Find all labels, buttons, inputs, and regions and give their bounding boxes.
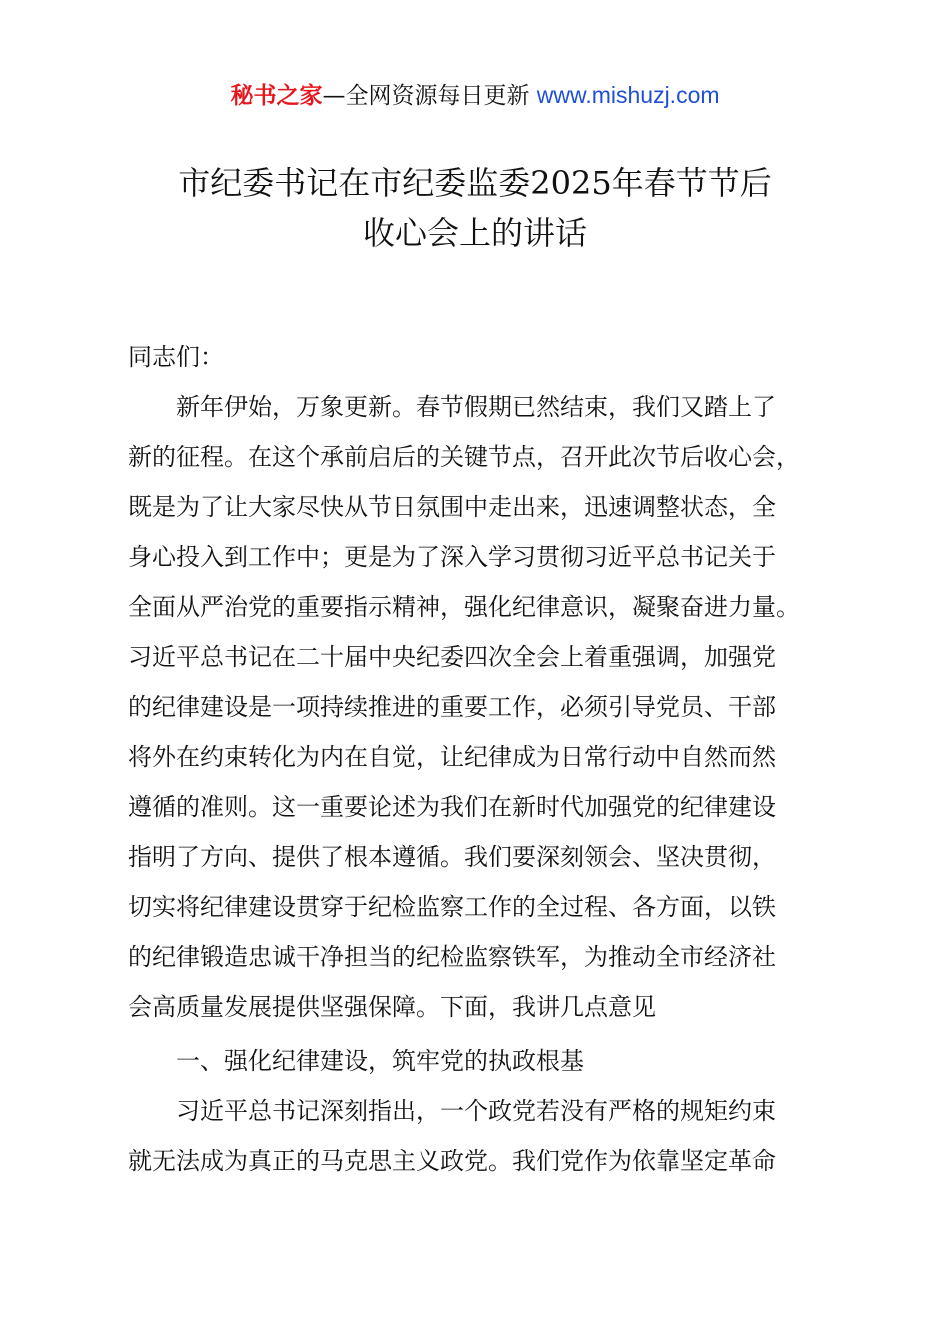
title-line-1: 市纪委书记在市纪委监委2025年春节节后 bbox=[178, 164, 772, 202]
paragraph-line: 的纪律建设是一项持续推进的重要工作，必须引导党员、干部 bbox=[128, 693, 776, 721]
paragraph-line: 切实将纪律建设贯穿于纪检监察工作的全过程、各方面，以铁 bbox=[128, 893, 776, 921]
site-header bbox=[0, 78, 950, 113]
paragraph-line: 既是为了让大家尽快从节日氛围中走出来，迅速调整状态，全 bbox=[128, 493, 776, 521]
paragraph-line: 就无法成为真正的马克思主义政党。我们党作为依靠坚定革命 bbox=[128, 1147, 776, 1175]
paragraph-line: 新的征程。在这个承前启后的关键节点，召开此次节后收心会， bbox=[128, 443, 800, 471]
site-tagline: —全网资源每日更新 bbox=[322, 83, 537, 109]
section-heading-1: 一、强化纪律建设，筑牢党的执政根基 bbox=[176, 1047, 584, 1075]
paragraph-line: 将外在约束转化为内在自觉，让纪律成为日常行动中自然而然 bbox=[128, 743, 776, 771]
paragraph-line: 身心投入到工作中；更是为了深入学习贯彻习近平总书记关于 bbox=[128, 543, 776, 571]
site-brand: 秘书之家 bbox=[230, 83, 323, 109]
salutation: 同志们： bbox=[128, 343, 224, 371]
title-line-2: 收心会上的讲话 bbox=[362, 214, 587, 252]
paragraph-intro bbox=[128, 382, 828, 1032]
site-url-link[interactable]: www.mishuzj.com bbox=[536, 82, 720, 108]
paragraph-line: 习近平总书记深刻指出，一个政党若没有严格的规矩约束 bbox=[176, 1097, 776, 1125]
paragraph-line: 新年伊始，万象更新。春节假期已然结束，我们又踏上了 bbox=[176, 393, 776, 421]
paragraph-line: 指明了方向、提供了根本遵循。我们要深刻领会、坚决贯彻， bbox=[128, 843, 776, 871]
paragraph-line: 习近平总书记在二十届中央纪委四次全会上着重强调，加强党 bbox=[128, 643, 776, 671]
paragraph-line: 全面从严治党的重要指示精神，强化纪律意识，凝聚奋进力量。 bbox=[128, 593, 800, 621]
paragraph-line: 遵循的准则。这一重要论述为我们在新时代加强党的纪律建设 bbox=[128, 793, 776, 821]
document-title bbox=[100, 158, 850, 258]
document-body bbox=[128, 332, 828, 1186]
paragraph-section-1 bbox=[128, 1086, 828, 1186]
paragraph-line: 会高质量发展提供坚强保障。下面，我讲几点意见 bbox=[128, 993, 656, 1021]
paragraph-line: 的纪律锻造忠诚干净担当的纪检监察铁军，为推动全市经济社 bbox=[128, 943, 776, 971]
